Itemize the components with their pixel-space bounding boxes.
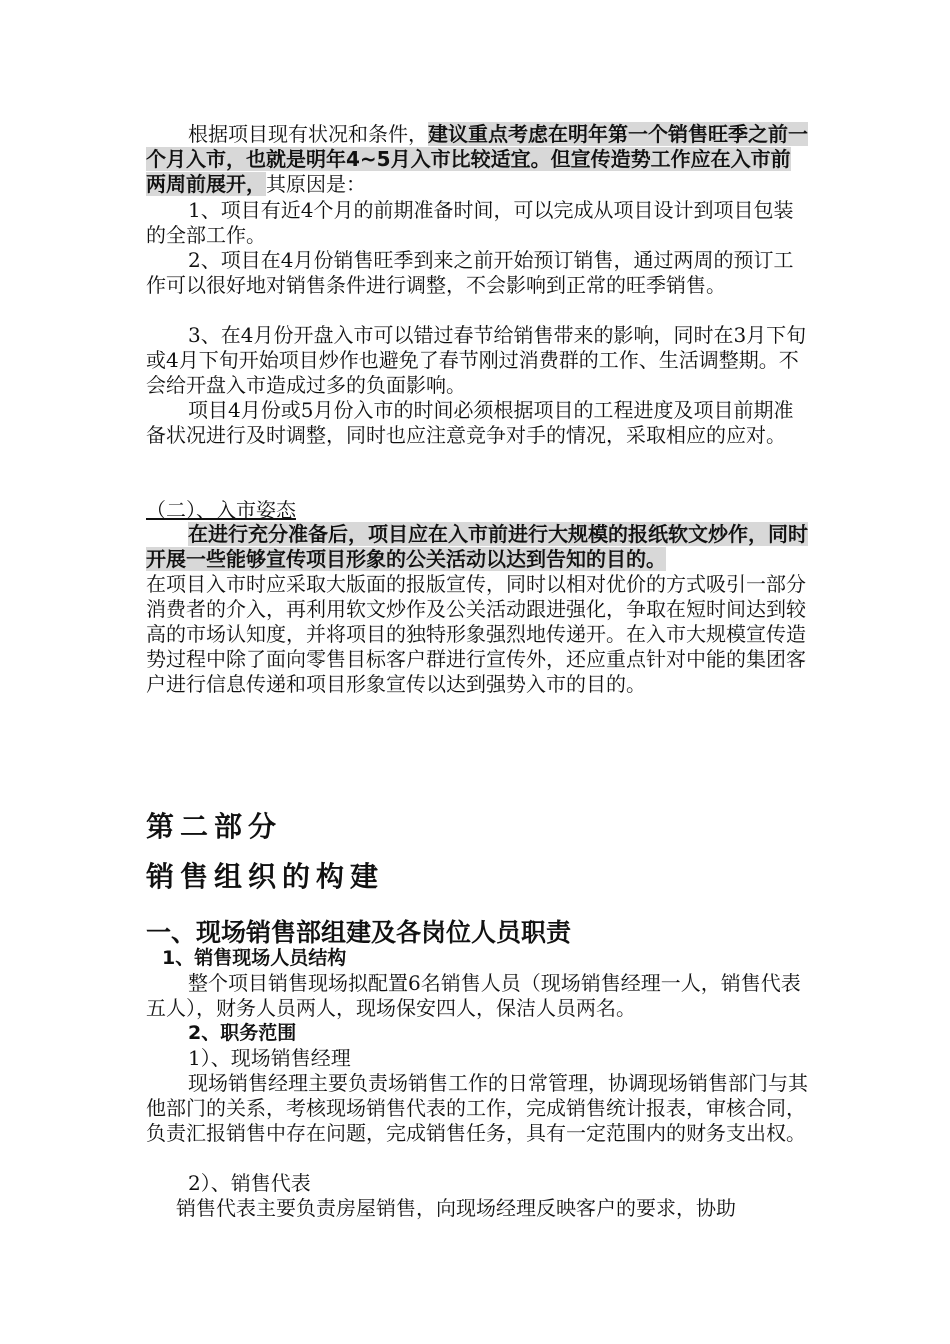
- subsection-1-body: 整个项目销售现场拟配置6名销售人员（现场销售经理一人，销售代表五人），财务人员两人，现场保安四人，保洁人员两名。: [146, 971, 801, 1020]
- intro-tail: 其原因是：: [266, 172, 366, 196]
- reason-timing: 项目4月份或5月份入市的时间必须根据项目的工程进度及项目前期准备状况进行及时调整，同时也应注意竞争对手的情况，采取相应的应对。: [146, 398, 794, 447]
- section2-highlight-paragraph: [146, 522, 810, 572]
- role-1-title: 1）、现场销售经理: [188, 1046, 351, 1070]
- reason-2: 2、项目在4月份销售旺季到来之前开始预订销售，通过两周的预订工作可以很好地对销售条件进行调整，不会影响到正常的旺季销售。: [146, 248, 794, 297]
- part-title: 销售组织的构建: [146, 860, 385, 893]
- section2-highlight: 在进行充分准备后，项目应在入市前进行大规模的报纸软文炒作，同时开展一些能够宣传项目形象的公关活动以达到告知的目的。: [146, 522, 808, 571]
- chapter-title: 一、现场销售部组建及各岗位人员职责: [146, 918, 572, 947]
- part-label: 第二部分: [146, 810, 283, 843]
- section2-body: 在项目入市时应采取大版面的报版宣传，同时以相对优价的方式吸引一部分消费者的介入，再利用软文炒作及公关活动跟进强化，争取在短时间达到较高的市场认知度，并将项目的独特形象强烈地传递开。在入市大规模宣传造势过程中除了面向零售目标客户群进行宣传外，还应重点针对中能的集团客户进行信息传递和项目形象宣传以达到强势入市的目的。: [146, 572, 806, 696]
- intro-lead: 根据项目现有状况和条件，: [188, 122, 428, 146]
- role-2-title: 2）、销售代表: [188, 1171, 311, 1195]
- section-heading: [146, 498, 296, 523]
- subsection-1-title: 1、销售现场人员结构: [162, 947, 347, 969]
- section-title: （二）、入市姿态: [146, 498, 296, 522]
- role-2-body: 销售代表主要负责房屋销售，向现场经理反映客户的要求，协助: [176, 1196, 736, 1220]
- subsection-2-title: 2、职务范围: [188, 1022, 297, 1044]
- reason-3: 3、在4月份开盘入市可以错过春节给销售带来的影响，同时在3月下旬或4月下旬开始项目炒作也避免了春节刚过消费群的工作、生活调整期。不会给开盘入市造成过多的负面影响。: [146, 323, 807, 397]
- role-1-body: 现场销售经理主要负责场销售工作的日常管理，协调现场销售部门与其他部门的关系，考核现场销售代表的工作，完成销售统计报表，审核合同，负责汇报销售中存在问题，完成销售任务，具有一定范围内的财务支出权。: [146, 1071, 808, 1145]
- intro-paragraph: [146, 122, 810, 197]
- reason-1: 1、项目有近4个月的前期准备时间，可以完成从项目设计到项目包装的全部工作。: [146, 198, 794, 247]
- intro-highlight: 建议重点考虑在明年第一个销售旺季之前一个月入市，也就是明年4~5月入市比较适宜。但宣传造势工作应在入市前两周前展开，: [146, 122, 808, 196]
